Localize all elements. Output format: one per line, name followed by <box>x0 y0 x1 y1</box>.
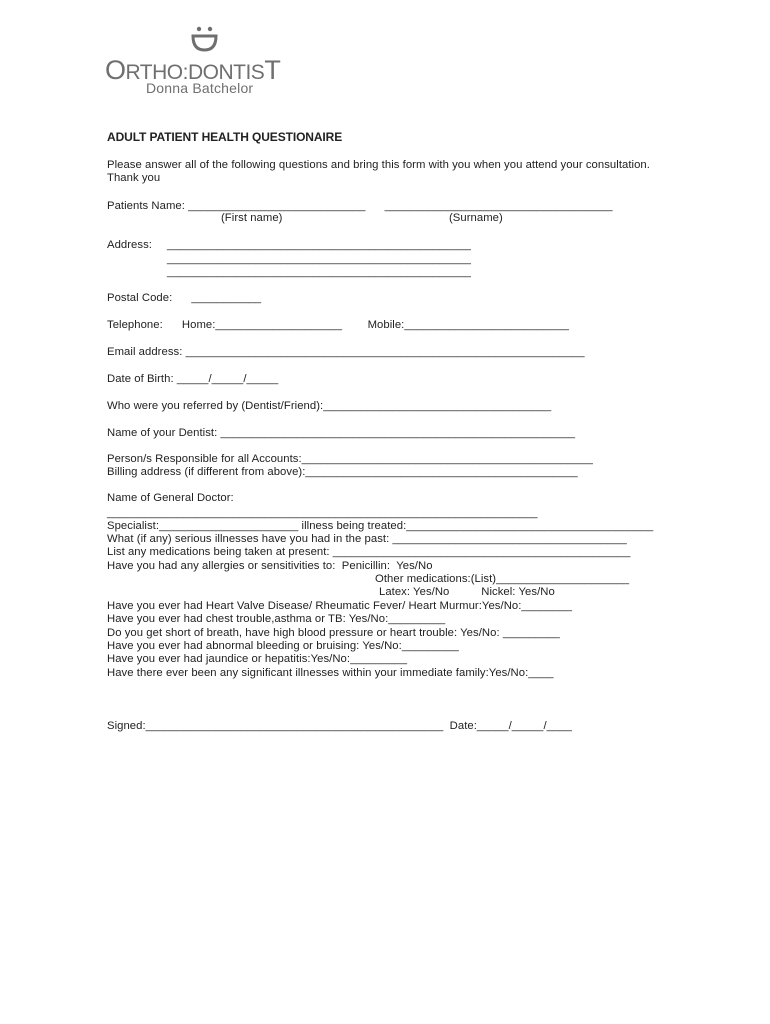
latex-nickel-question[interactable]: Latex: Yes/No Nickel: Yes/No <box>379 586 555 598</box>
billing-address-field[interactable]: Billing address (if different from above):___________________________________________ <box>107 466 578 478</box>
svg-text:ORTHO:DONTIST: ORTHO:DONTIST <box>105 55 281 85</box>
intro-text: Please answer all of the following questions and bring this form with you when you attend your consultation. <box>107 159 650 171</box>
signature-date-field[interactable]: Signed:_______________________________________________ Date:_____/_____/____ <box>107 720 572 732</box>
intro-thanks: Thank you <box>107 172 161 184</box>
heart-question[interactable]: Have you ever had Heart Valve Disease/ Rheumatic Fever/ Heart Murmur:Yes/No:________ <box>107 600 573 612</box>
patients-name-field[interactable]: Patients Name: ____________________________ ____________________________________ <box>107 200 613 212</box>
date-of-birth-field[interactable]: Date of Birth: _____/_____/_____ <box>107 373 279 385</box>
surname-caption: (Surname) <box>449 212 503 224</box>
first-name-caption: (First name) <box>221 212 283 224</box>
dentist-name-field[interactable]: Name of your Dentist: ________________________________________________________ <box>107 427 576 439</box>
other-medications-field[interactable]: Other medications:(List)_____________________ <box>375 573 630 585</box>
responsible-persons-field[interactable]: Person/s Responsible for all Accounts:______________________________________________ <box>107 453 593 465</box>
practitioner-name: Donna Batchelor <box>146 80 254 96</box>
address-field-line-3[interactable]: ________________________________________________ <box>167 266 471 278</box>
serious-illnesses-field[interactable]: What (if any) serious illnesses have you had in the past: _____________________________________ <box>107 533 627 545</box>
address-label: Address: <box>107 239 152 251</box>
bleeding-question[interactable]: Have you ever had abnormal bleeding or bruising: Yes/No:_________ <box>107 640 459 652</box>
form-title: ADULT PATIENT HEALTH QUESTIONAIRE <box>107 130 343 144</box>
jaundice-question[interactable]: Have you ever had jaundice or hepatitis:Yes/No:_________ <box>107 653 408 665</box>
address-field-line-2[interactable]: ________________________________________________ <box>167 253 471 265</box>
referred-by-field[interactable]: Who were you referred by (Dentist/Friend):____________________________________ <box>107 400 552 412</box>
medications-field[interactable]: List any medications being taken at present: _______________________________________________ <box>107 546 631 558</box>
telephone-field[interactable]: Telephone: Home:____________________ Mobile:__________________________ <box>107 319 570 331</box>
specialist-field[interactable]: Specialist:______________________ illness being treated:_______________________________________ <box>107 520 654 532</box>
family-illness-question[interactable]: Have there ever been any significant illnesses within your immediate family:Yes/No:____ <box>107 667 554 679</box>
general-doctor-field[interactable]: ____________________________________________________________________ <box>107 507 538 519</box>
address-field-line-1[interactable]: ________________________________________________ <box>167 239 471 251</box>
email-field[interactable]: Email address: _______________________________________________________________ <box>107 346 585 358</box>
postal-code-field[interactable]: Postal Code: ___________ <box>107 292 262 304</box>
allergies-question[interactable]: Have you had any allergies or sensitivities to: Penicillin: Yes/No <box>107 560 433 572</box>
chest-question[interactable]: Have you ever had chest trouble,asthma or TB: Yes/No:_________ <box>107 613 446 625</box>
general-doctor-label: Name of General Doctor: <box>107 492 234 504</box>
breath-question[interactable]: Do you get short of breath, have high blood pressure or heart trouble: Yes/No: _________ <box>107 627 560 639</box>
